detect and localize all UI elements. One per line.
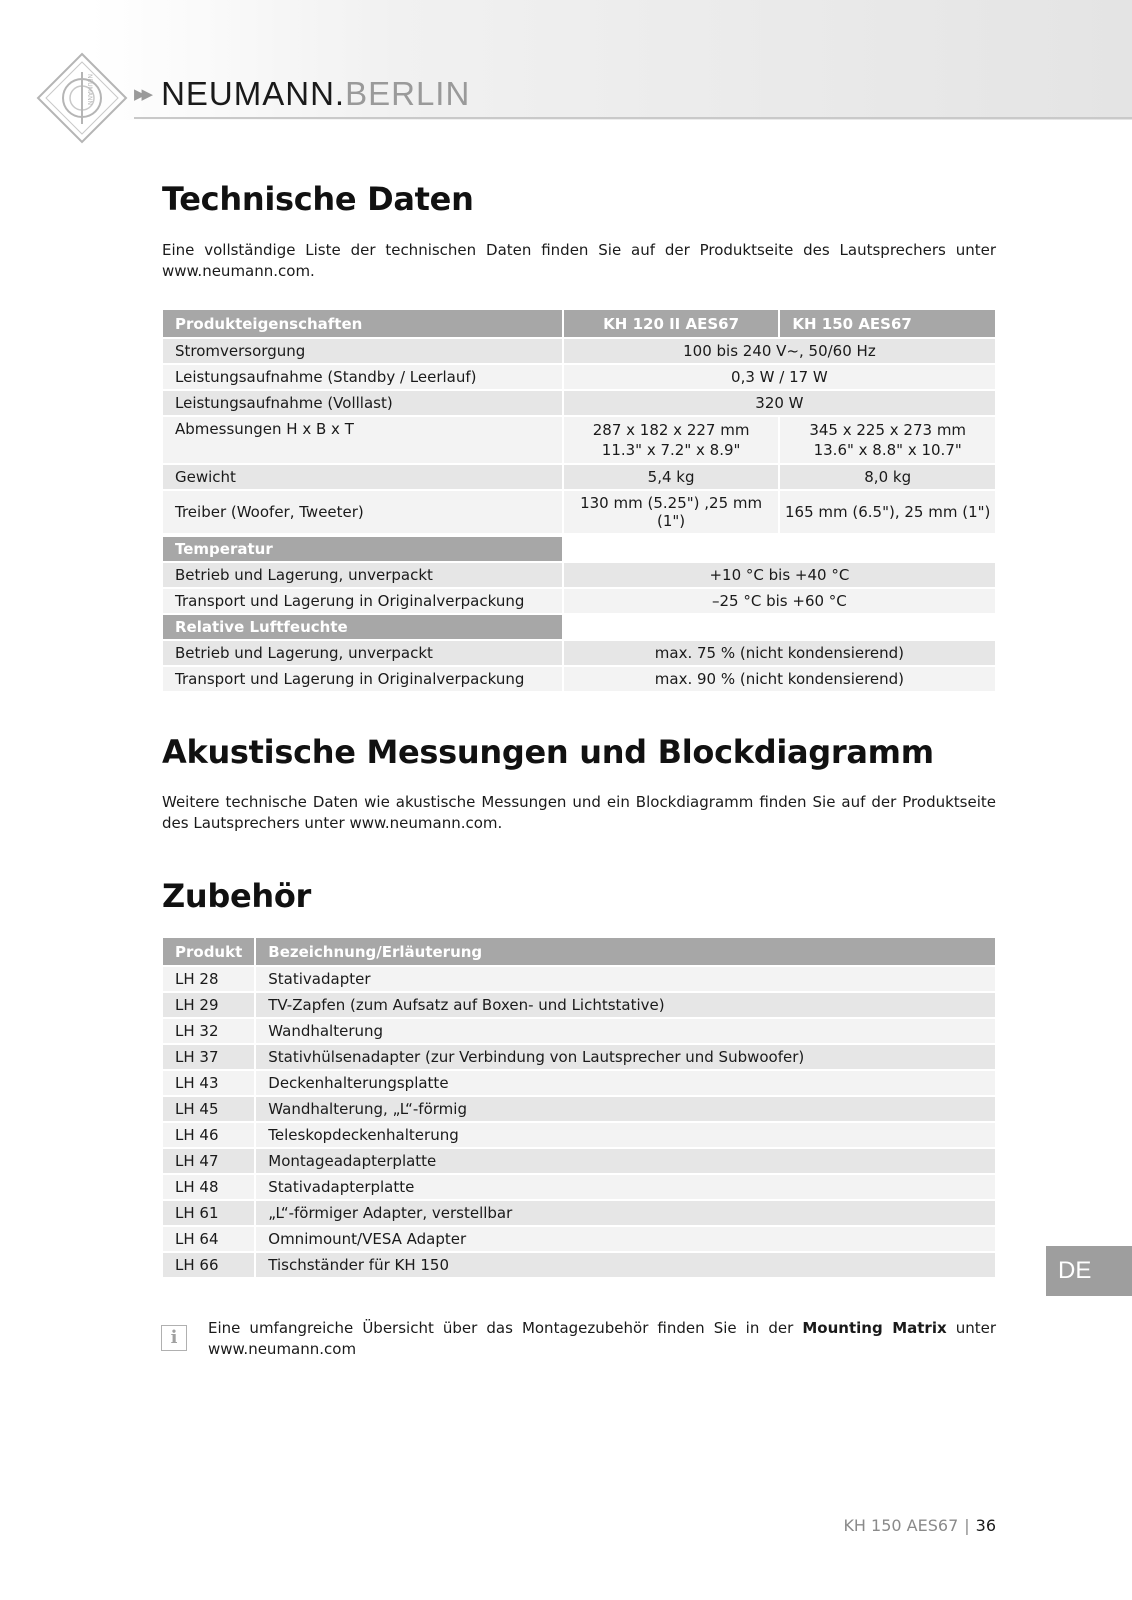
table-row [163,1227,995,1251]
spec-label: Leistungsaufnahme (Volllast) [163,391,562,415]
subheading-temperature: Temperatur [163,537,562,561]
table-row [163,417,995,463]
table-row [163,1149,995,1173]
spec-value-kh120 [564,417,779,463]
brand-name: NEUMANN. [161,75,346,112]
product-description: Deckenhalterungsplatte [256,1071,995,1095]
spec-table [161,308,997,693]
page-footer [843,1516,996,1535]
spec-label: Treiber (Woofer, Tweeter) [163,491,562,533]
table-row [163,1071,995,1095]
product-description: TV-Zapfen (zum Aufsatz auf Boxen- und Lichtstative) [256,993,995,1017]
product-description: Stativhülsenadapter (zur Verbindung von Lautsprecher und Subwoofer) [256,1045,995,1069]
table-row [163,589,995,613]
product-code: LH 32 [163,1019,254,1043]
spec-value: +10 °C bis +40 °C [564,563,995,587]
note-text: Eine umfangreiche Übersicht über das Montagezubehör finden Sie in der [208,1319,794,1337]
accessories-table [161,936,997,1279]
spec-value: max. 75 % (nicht kondensierend) [564,641,995,665]
dimension-mm: 287 x 182 x 227 mm [592,421,750,439]
section-title-accessories: Zubehör [162,877,312,915]
brand-city: BERLIN [345,75,471,112]
spec-value-kh150 [780,417,995,463]
table-row [163,1045,995,1069]
product-code: LH 43 [163,1071,254,1095]
table-row [163,967,995,991]
spec-label: Transport und Lagerung in Originalverpackung [163,667,562,691]
note-bold: Mounting Matrix [802,1319,947,1337]
dimension-mm: 345 x 225 x 273 mm [809,421,967,439]
dimension-inch: 13.6" x 8.8" x 10.7" [813,441,962,459]
table-subheading-row [163,615,995,639]
spec-label: Leistungsaufnahme (Standby / Leerlauf) [163,365,562,389]
product-code: LH 45 [163,1097,254,1121]
subheading-humidity: Relative Luftfeuchte [163,615,562,639]
spec-header-cell: KH 150 AES67 [780,310,995,337]
spec-header-cell: Produkteigenschaften [163,310,562,337]
table-row [163,641,995,665]
product-code: LH 28 [163,967,254,991]
spec-value: 100 bis 240 V~, 50/60 Hz [564,339,995,363]
table-row [163,391,995,415]
product-code: LH 66 [163,1253,254,1277]
intro-paragraph: Eine vollständige Liste der technischen Daten finden Sie auf der Produktseite des Lautsprechers unter www.neumann.com. [162,241,996,280]
spec-label: Stromversorgung [163,339,562,363]
spec-label: Betrieb und Lagerung, unverpackt [163,563,562,587]
table-row [163,465,995,489]
spec-value: 320 W [564,391,995,415]
spec-value: max. 90 % (nicht kondensierend) [564,667,995,691]
product-code: LH 46 [163,1123,254,1147]
spec-value: –25 °C bis +60 °C [564,589,995,613]
product-code: LH 61 [163,1201,254,1225]
product-code: LH 64 [163,1227,254,1251]
spec-header-row [163,310,995,337]
table-subheading-row [163,537,995,561]
product-description: Omnimount/VESA Adapter [256,1227,995,1251]
spec-label: Abmessungen H x B x T [163,417,562,463]
table-row [163,1253,995,1277]
section-title-technical-data: Technische Daten [162,180,474,218]
brand-header [134,74,470,114]
neumann-logo-icon [36,52,128,144]
accessories-header-cell: Bezeichnung/Erläuterung [256,938,995,965]
info-icon: i [161,1325,187,1351]
table-row [163,365,995,389]
table-row [163,563,995,587]
product-code: LH 47 [163,1149,254,1173]
table-row [163,993,995,1017]
product-description: Wandhalterung [256,1019,995,1043]
table-row [163,1175,995,1199]
spec-value-kh150: 165 mm (6.5"), 25 mm (1") [780,491,995,533]
product-description: „L“-förmiger Adapter, verstellbar [256,1201,995,1225]
product-code: LH 37 [163,1045,254,1069]
table-row [163,491,995,533]
note-text: unter www.neumann.com [208,1319,996,1358]
spec-label: Gewicht [163,465,562,489]
product-description: Teleskopdeckenhalterung [256,1123,995,1147]
spec-label: Transport und Lagerung in Originalverpackung [163,589,562,613]
header-rule [134,117,1132,119]
product-description: Wandhalterung, „L“-förmig [256,1097,995,1121]
spec-header-cell: KH 120 II AES67 [564,310,779,337]
table-row [163,1097,995,1121]
language-tab: DE [1046,1246,1132,1296]
dimension-inch: 11.3" x 7.2" x 8.9" [601,441,741,459]
footer-separator: | [964,1516,970,1535]
spec-value-kh120: 5,4 kg [564,465,779,489]
spec-value: 0,3 W / 17 W [564,365,995,389]
page-number: 36 [975,1516,996,1535]
product-code: LH 48 [163,1175,254,1199]
spec-value-kh120: 130 mm (5.25") ,25 mm (1") [564,491,779,533]
table-row [163,1123,995,1147]
accessories-header-cell: Produkt [163,938,254,965]
product-description: Stativadapterplatte [256,1175,995,1199]
table-row [163,339,995,363]
section-title-acoustics: Akustische Messungen und Blockdiagramm [162,733,934,771]
product-description: Stativadapter [256,967,995,991]
logo-text: NEUMANN [86,74,93,105]
spec-label: Betrieb und Lagerung, unverpackt [163,641,562,665]
table-row [163,1019,995,1043]
table-row [163,1201,995,1225]
accessories-header-row [163,938,995,965]
product-description: Tischständer für KH 150 [256,1253,995,1277]
table-row [163,667,995,691]
footer-product: KH 150 AES67 [843,1516,959,1535]
product-description: Montageadapterplatte [256,1149,995,1173]
product-code: LH 29 [163,993,254,1017]
spec-value-kh150: 8,0 kg [780,465,995,489]
info-note [208,1318,996,1360]
double-chevron-icon: ▶▶ [134,85,150,103]
acoustics-paragraph: Weitere technische Daten wie akustische Messungen und ein Blockdiagramm finden Sie auf der Produktseite des Lautsprechers unter www.neumann.com. [162,793,996,832]
